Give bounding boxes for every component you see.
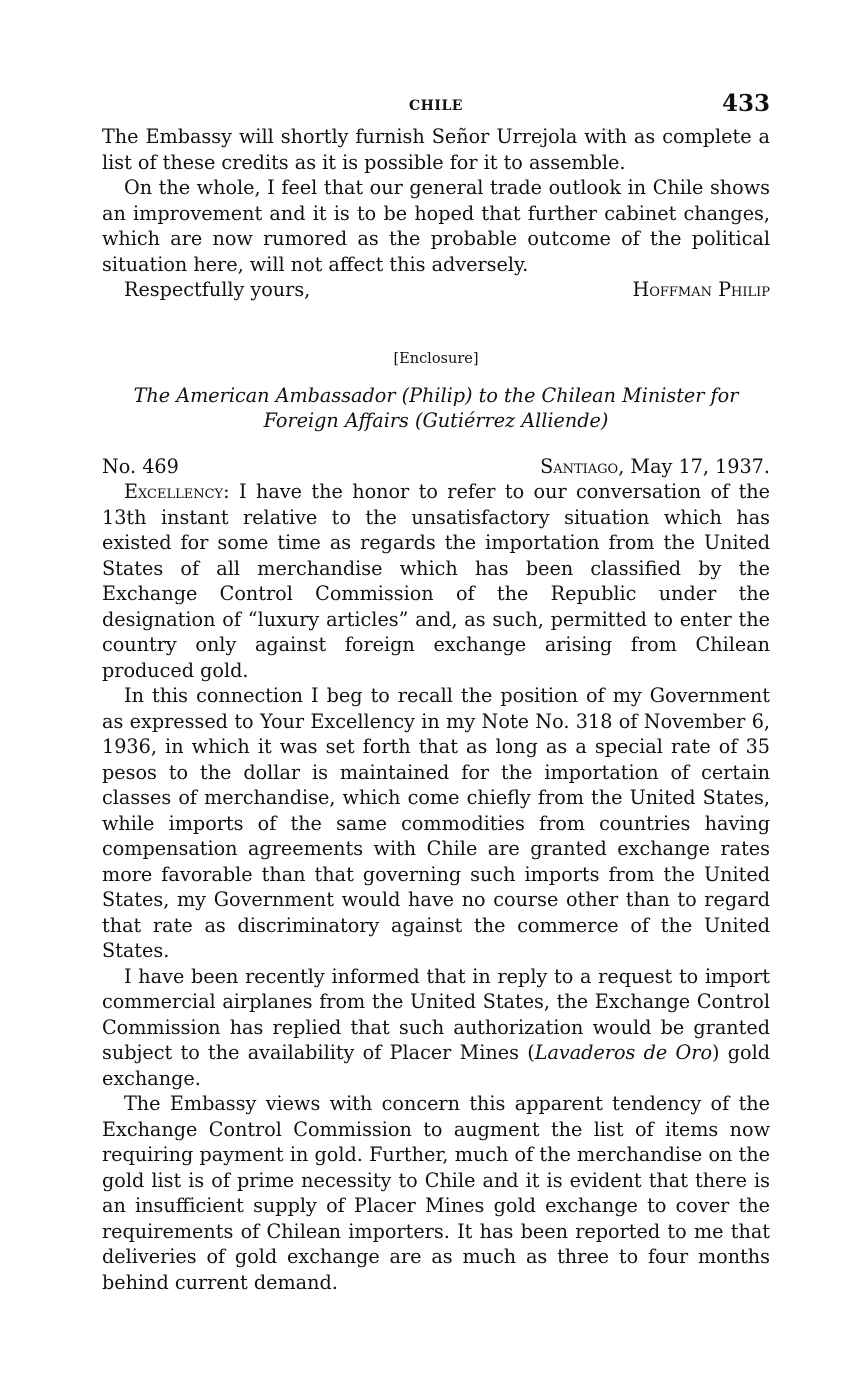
dateline bbox=[102, 454, 770, 480]
paragraph-excellency bbox=[102, 479, 770, 683]
enclosure-label: [Enclosure] bbox=[393, 350, 479, 367]
paragraph-embassy-credits: The Embassy will shortly furnish Señor Urrejola with as complete a list of these credits as it is possible for it to assemble. bbox=[102, 125, 770, 174]
closing-phrase: Respectfully yours, bbox=[124, 278, 311, 301]
place-date bbox=[540, 454, 770, 480]
place: Santiago bbox=[540, 454, 619, 478]
enclosure-heading-line-2: Foreign Affairs (Gutiérrez Alliende) bbox=[263, 409, 609, 432]
salutation: Excellency bbox=[124, 480, 224, 503]
letter-closing bbox=[102, 277, 770, 303]
paragraph-airplanes-end: ) gold exchange. bbox=[102, 1041, 771, 1090]
paragraph-airplanes-start: I have been recently informed that in reply to a request to import commercial airplanes from the United States, the Exchange Control Commission has replied that such authorization would be granted subject to the availability of Placer Mines ( bbox=[102, 964, 770, 1064]
document-page bbox=[102, 90, 770, 1295]
note-number: No. 469 bbox=[102, 454, 179, 478]
paragraph-trade-outlook: On the whole, I feel that our general trade outlook in Chile shows an improvement and it is to be hoped that further cabinet changes, which are now rumored as the probable outcome of the political situation here, will not affect this adversely. bbox=[102, 176, 770, 276]
paragraph-note-318: In this connection I beg to recall the position of my Government as expressed to Your Excellency in my Note No. 318 of November 6, 1936, in which it was set forth that as long as a special rate of 35 pesos to the dollar is maintained for the importation of certain classes of merchandise, which come chiefly from the United States, while imports of the same commodities from countries having compensation agreements with Chile are granted exchange rates more favorable than that governing such imports from the United States, my Government would have no course other than to regard that rate as discriminatory against the commerce of the United States. bbox=[102, 684, 770, 962]
page-number: 433 bbox=[721, 90, 770, 117]
paragraph-excellency-text: : I have the honor to refer to our conversation of the 13th instant relative to the unsatisfactory situation which has existed for some time as regards the importation from the United States of all merchandise which has been classified by the Exchange Control Commission of the Republic under the designation of “luxury articles” and, as such, permitted to enter the country only against foreign exchange arising from Chilean produced gold. bbox=[102, 480, 770, 682]
running-title: CHILE bbox=[409, 98, 463, 114]
paragraph-airplanes bbox=[102, 964, 770, 1092]
running-head bbox=[102, 90, 770, 124]
enclosure-heading bbox=[102, 383, 770, 434]
date: , May 17, 1937. bbox=[618, 454, 770, 478]
enclosure-heading-line-1: The American Ambassador (Philip) to the Chilean Minister for bbox=[133, 383, 739, 407]
signature: Hoffman Philip bbox=[632, 278, 770, 301]
paragraph-gold-exchange: The Embassy views with concern this apparent tendency of the Exchange Control Commission to augment the list of items now requiring payment in gold. Further, much of the merchandise on the gold list is of prime necessity to Chile and it is evident that there is an insufficient supply of Placer Mines gold exchange to cover the requirements of Chilean importers. It has been reported to me that deliveries of gold exchange are as much as three to four months behind current demand. bbox=[102, 1092, 770, 1294]
paragraph-airplanes-italic: Lavaderos de Oro bbox=[534, 1041, 712, 1064]
